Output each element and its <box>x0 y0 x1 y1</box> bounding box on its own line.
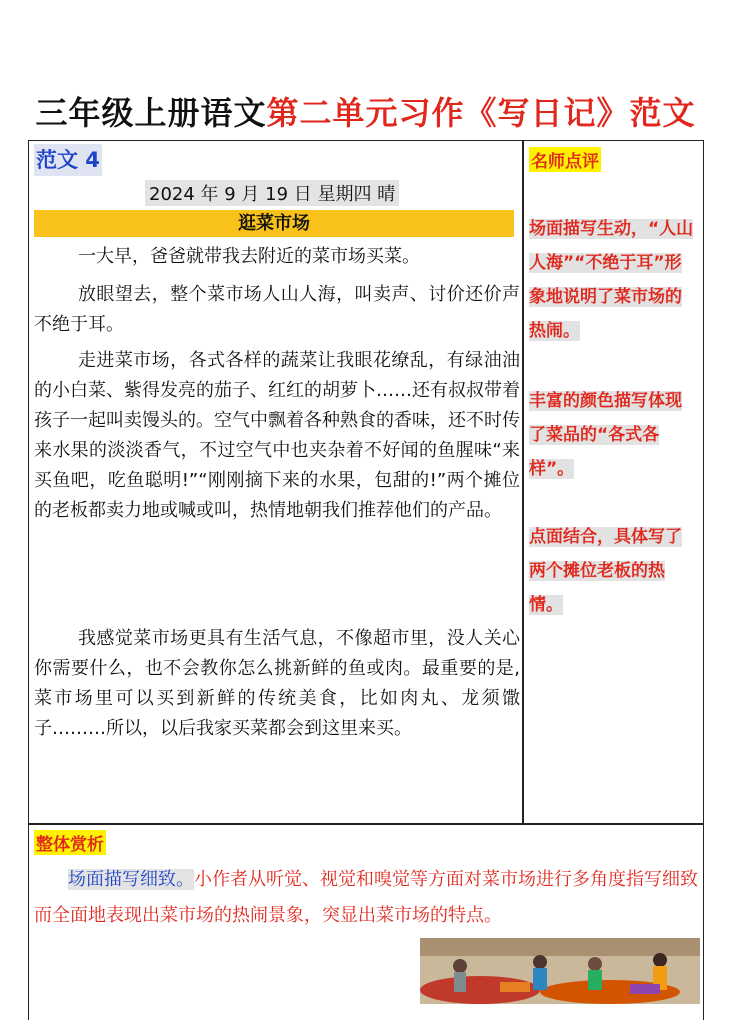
teacher-comment: 点面结合，具体写了两个摊位老板的热情。 <box>529 527 682 615</box>
row-divider <box>28 823 704 825</box>
page-title <box>0 88 731 134</box>
essay-paragraph: 我感觉菜市场更具有生活气息，不像超市里，没人关心你需要什么，也不会教你怎么挑新鲜的鱼或肉。最重要的是,菜市场里可以买到新鲜的传统美食，比如肉丸、龙须馓子………所以，以后我家买菜都会到这里来买。 <box>34 628 520 739</box>
teacher-comment: 场面描写生动，“人山人海”“不绝于耳”形象地说明了菜市场的热闹。 <box>529 219 694 341</box>
overall-body: 小作者从听觉、视觉和嗅觉等方面对菜市场进行多角度指写细致而全面地表现出菜市场的热闹景象，突显出菜市场的特点。 <box>34 869 698 926</box>
market-illustration <box>420 938 700 1004</box>
page-title-part1: 三年级上册语文 <box>35 94 267 132</box>
overall-analysis-heading: 整体赏析 <box>34 830 106 855</box>
overall-analysis <box>34 862 698 934</box>
essay-paragraph: 放眼望去，整个菜市场人山人海，叫卖声、讨价还价声不绝于耳。 <box>34 284 520 335</box>
essay-paragraph: 走进菜市场，各式各样的蔬菜让我眼花缭乱，有绿油油的小白菜、紫得发亮的茄子、红红的胡萝卜……还有叔叔带着孩子一起叫卖馒头的。空气中飘着各种熟食的香味，还不时传来水果的淡淡香气，不过空气中也夹杂着不好闻的鱼腥味“来买鱼吧，吃鱼聪明!”“刚刚摘下来的水果，包甜的!”两个摊位的老板都卖力地或喊或叫，热情地朝我们推荐他们的产品。 <box>34 350 520 521</box>
overall-lead: 场面描写细致。 <box>68 869 194 890</box>
page-title-part2: 第二单元习作《写日记》范文 <box>266 94 696 132</box>
essay-title: 逛菜市场 <box>34 210 514 237</box>
teacher-comment-heading: 名师点评 <box>529 147 601 172</box>
essay-paragraph: 一大早，爸爸就带我去附近的菜市场买菜。 <box>78 246 420 267</box>
essay-label: 范文 4 <box>34 144 102 176</box>
column-divider <box>522 140 524 824</box>
teacher-comment: 丰富的颜色描写体现了菜品的“各式各样”。 <box>529 391 682 479</box>
essay-date: 2024 年 9 月 19 日 星期四 晴 <box>145 180 399 206</box>
